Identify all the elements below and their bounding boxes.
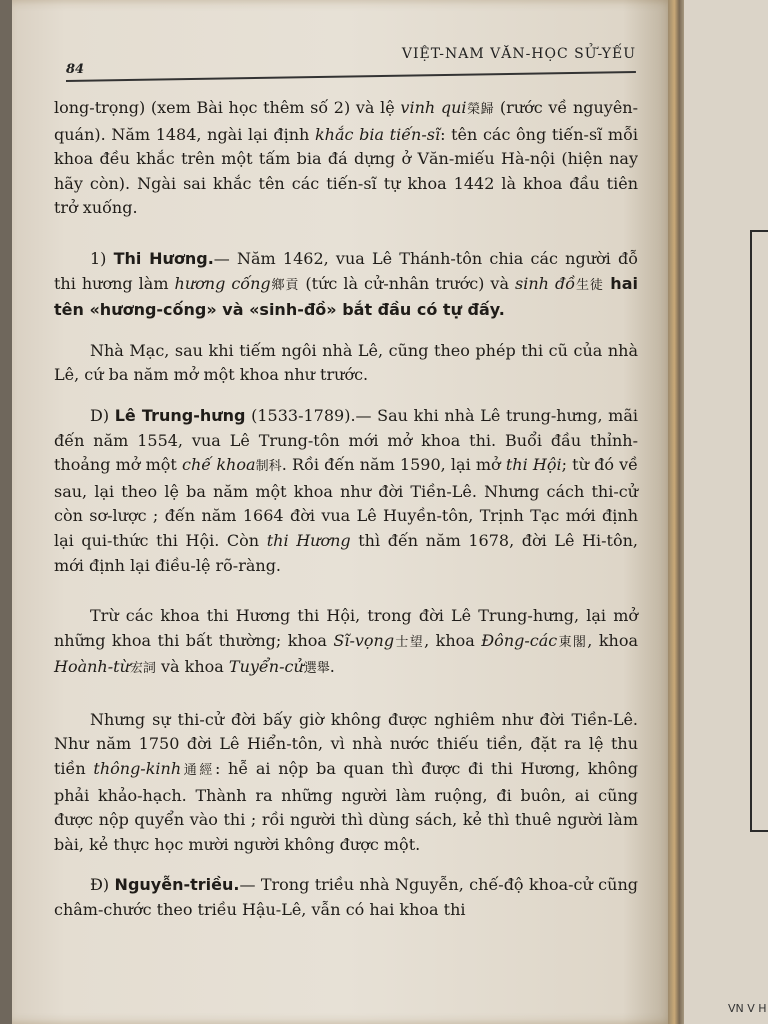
han-characters: 榮歸 <box>466 102 495 117</box>
han-characters: 選舉 <box>303 661 330 677</box>
page-number: 84 <box>66 62 85 77</box>
paragraph-thong-kinh: Nhưng sự thi-cử đời bấy giờ không được nghiêm như đời Tiền-Lê. Như năm 1750 đời Lê Hiển-tôn, vì nhà nước thiếu tiền, đặt ra lệ thu tiền thông-kinh通經: hễ ai nộp ba quan thì được đi thi Hương, không phải khảo-hạch. Thành ra những người làm ruộng, đi buôn, ai cũng được nộp quyển vào thi ; rồi người thì dùng sách, kẻ thì thuê người làm bài, kẻ thực học mười người không được một. <box>54 709 638 854</box>
han-characters: 制科 <box>255 459 282 475</box>
running-title: VIỆT-NAM VĂN-HỌC SỬ-YẾU <box>401 46 636 62</box>
han-characters: 通經 <box>181 763 215 779</box>
header-rule <box>66 71 636 82</box>
section-heading: Nguyễn-triều. <box>114 875 240 895</box>
paragraph-1: long-trọng) (xem Bài học thêm số 2) và lệ vinh qui榮歸 (rước về nguyên-quán). Năm 1484, ngài lại định khắc bia tiến-sĩ: tên các ông tiến-sĩ mỗi khoa đều khắc trên một tấm bia đá dựng ở Văn-miếu Hà-nội (hiện nay hãy còn). Ngài sai khắc tên các tiến-sĩ tự khoa 1442 là khoa đầu tiên trở xuống. <box>54 98 639 218</box>
paragraph-nha-mac: Nhà Mạc, sau khi tiếm ngôi nhà Lê, cũng theo phép thi cũ của nhà Lê, cứ ba năm mở một khoa như trước. <box>54 340 638 385</box>
han-characters: 宏詞 <box>129 661 156 677</box>
paragraph-le-trung-hung: D) Lê Trung-hưng (1533-1789).— Sau khi nhà Lê trung-hưng, mãi đến năm 1554, vua Lê Trung-tôn mới mở khoa thi. Buổi đầu thỉnh-thoảng mở một chế khoa制科. Rồi đến năm 1590, lại mở thi Hội; từ đó về sau, lại theo lệ ba năm một khoa như đời Tiền-Lê. Nhưng cách thi-cử còn sơ-lược ; đến năm 1664 đời vua Lê Huyền-tôn, Trịnh Tạc mới định lại qui-thức thi Hội. Còn thi Hương thì đến năm 1678, đời Lê Hi-tôn, mới định lại điều-lệ rõ-ràng. <box>54 405 639 575</box>
facing-page-corner-text: VN V H <box>728 1002 767 1015</box>
han-characters: 生徒 <box>575 277 604 293</box>
facing-page <box>684 0 768 1024</box>
han-characters: 鄉貢 <box>270 277 300 293</box>
page-body <box>54 96 638 923</box>
paragraph-nguyen-trieu: Đ) Nguyễn-triều.— Trong triều nhà Nguyễn, chế-độ khoa-cử cũng châm-chước theo triều Hậu-Lê, vẫn có hai khoa thi <box>54 875 638 920</box>
paragraph-thi-huong: 1) Thi Hương.— Năm 1462, vua Lê Thánh-tôn chia các người đỗ thi hương làm hương cống鄉貢 (tức là cử-nhân trước) và sinh đồ生徒 hai tên «hương-cống» và «sinh-đồ» bắt đầu có tự đấy. <box>54 248 638 320</box>
section-heading: Thi Hương. <box>113 248 214 268</box>
facing-page-frame <box>750 230 768 832</box>
han-characters: 東閣 <box>557 634 588 650</box>
book-spine-gutter <box>668 0 684 1024</box>
page-header <box>66 42 636 82</box>
han-characters: 士望 <box>394 634 425 650</box>
section-heading: Lê Trung-hưng <box>114 405 246 425</box>
paragraph-khoa-thi-bat-thuong: Trừ các khoa thi Hương thi Hội, trong đời Lê Trung-hưng, lại mở những khoa thi bất thường; khoa Sĩ-vọng士望, khoa Đông-các東閣, khoa Hoành-từ宏詞 và khoa Tuyển-cử選舉. <box>54 606 638 677</box>
